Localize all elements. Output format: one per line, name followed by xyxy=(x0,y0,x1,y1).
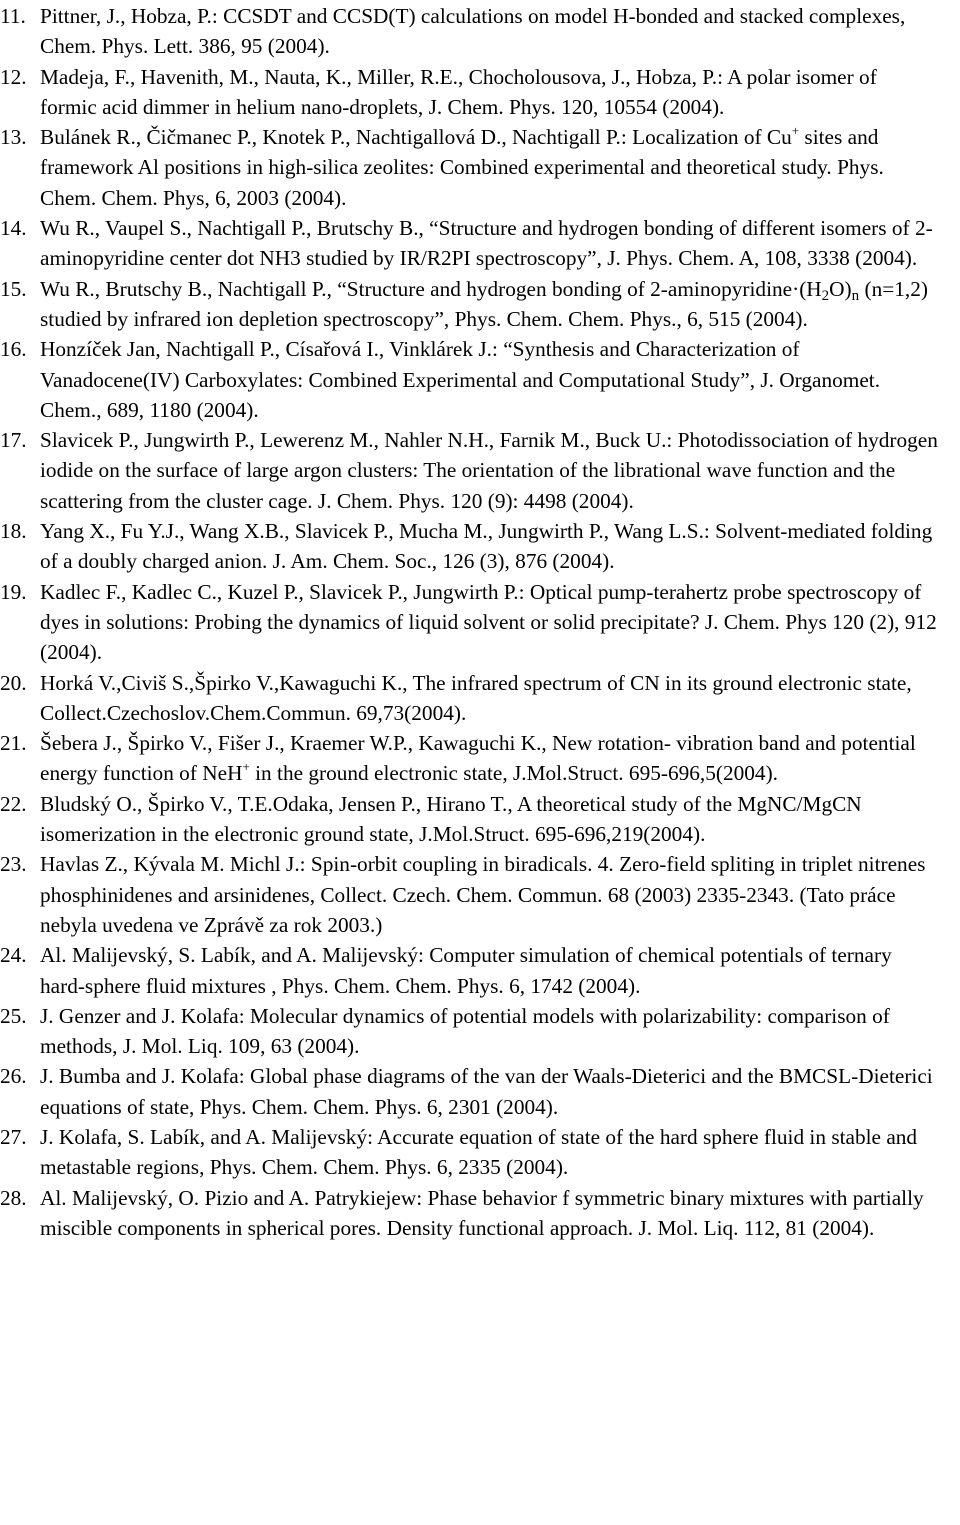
reference-number: 17. xyxy=(0,428,27,453)
reference-text: Al. Malijevský, S. Labík, and A. Malijevský: Computer simulation of chemical potentials of ternary hard-sphere fluid mixtures , Phys. Chem. Chem. Phys. 6, 1742 (2004). xyxy=(40,943,892,998)
reference-number: 20. xyxy=(0,670,27,695)
reference-text-continued: in the ground electronic state, J.Mol.Struct. 695-696,5(2004). xyxy=(249,761,778,786)
reference-number: 16. xyxy=(0,337,27,362)
reference-text: Honzíček Jan, Nachtigall P., Císařová I., Vinklárek J.: “Synthesis and Characterization of Vanadocene(IV) Carboxylates: Combined Experimental and Computational Study”, J. Organomet. Chem., 689, 1180 (2004). xyxy=(40,337,881,422)
reference-number: 23. xyxy=(0,852,27,877)
reference-item-21 xyxy=(0,728,960,789)
reference-item-11 xyxy=(0,1,960,62)
reference-number: 14. xyxy=(0,216,27,241)
reference-text: Slavicek P., Jungwirth P., Lewerenz M., Nahler N.H., Farnik M., Buck U.: Photodissociation of hydrogen iodide on the surface of large argon clusters: The orientation of the librational wave function and the scattering from the cluster cage. J. Chem. Phys. 120 (9): 4498 (2004). xyxy=(40,428,938,513)
reference-item-18 xyxy=(0,516,960,577)
reference-number: 22. xyxy=(0,791,27,816)
reference-item-22 xyxy=(0,789,960,850)
reference-text: Kadlec F., Kadlec C., Kuzel P., Slavicek P., Jungwirth P.: Optical pump-terahertz probe spectroscopy of dyes in solutions: Probing the dynamics of liquid solvent or solid precipitate? J. Chem. Phys 120 (2), 912 (2004). xyxy=(40,579,937,665)
reference-item-12 xyxy=(0,62,960,123)
reference-item-20 xyxy=(0,668,960,729)
reference-item-26 xyxy=(0,1061,960,1122)
reference-text: Wu R., Vaupel S., Nachtigall P., Brutschy B., “Structure and hydrogen bonding of different isomers of 2-aminopyridine center dot NH3 studied by IR/R2PI spectroscopy”, J. Phys. Chem. A, 108, 3338 (2004). xyxy=(40,216,933,271)
reference-text: Pittner, J., Hobza, P.: CCSDT and CCSD(T) calculations on model H-bonded and stacked complexes, Chem. Phys. Lett. 386, 95 (2004). xyxy=(40,4,906,59)
reference-item-15 xyxy=(0,274,960,335)
reference-item-28 xyxy=(0,1183,960,1244)
reference-item-16 xyxy=(0,334,960,425)
reference-item-19 xyxy=(0,577,960,668)
reference-text: Šebera J., Špirko V., Fišer J., Kraemer W.P., Kawaguchi K., New rotation- vibration band and potential energy function of NeH xyxy=(40,731,916,786)
reference-number: 25. xyxy=(0,1003,27,1028)
reference-text: J. Bumba and J. Kolafa: Global phase diagrams of the van der Waals-Dieterici and the BMCSL-Dieterici equations of state, Phys. Chem. Chem. Phys. 6, 2301 (2004). xyxy=(40,1064,933,1119)
reference-number: 11. xyxy=(0,4,26,28)
reference-number: 27. xyxy=(0,1124,27,1149)
reference-number: 18. xyxy=(0,519,27,544)
reference-number: 12. xyxy=(0,64,27,89)
reference-number: 21. xyxy=(0,731,27,756)
reference-item-27 xyxy=(0,1122,960,1183)
reference-number: 13. xyxy=(0,125,27,150)
reference-item-14 xyxy=(0,213,960,274)
superscript-charge: + xyxy=(242,759,250,775)
reference-text: Al. Malijevský, O. Pizio and A. Patrykiejew: Phase behavior f symmetric binary mixtures with partially miscible components in spherical pores. Density functional approach. J. Mol. Liq. 112, 81 (2004). xyxy=(40,1185,924,1240)
reference-text: Bulánek R., Čičmanec P., Knotek P., Nachtigallová D., Nachtigall P.: Localization of Cu xyxy=(40,125,792,150)
reference-text: Havlas Z., Kývala M. Michl J.: Spin-orbit coupling in biradicals. 4. Zero-field spliting in triplet nitrenes phosphinidenes and arsinidenes, Collect. Czech. Chem. Commun. 68 (2003) 2335-2343. (Tato práce nebyla uvedena ve Zprávě za rok 2003.) xyxy=(40,852,926,937)
reference-text-continued: O) xyxy=(829,276,852,301)
reference-text-end: (n=1,2) studied by infrared ion depletion spectroscopy”, Phys. Chem. Chem. Phys., 6, 515 (2004). xyxy=(40,276,928,331)
reference-text: Madeja, F., Havenith, M., Nauta, K., Miller, R.E., Chocholousova, J., Hobza, P.: A polar isomer of formic acid dimmer in helium nano-droplets, J. Chem. Phys. 120, 10554 (2004). xyxy=(40,64,877,119)
reference-text: Horká V.,Civiš S.,Špirko V.,Kawaguchi K., The infrared spectrum of CN in its ground electronic state, Collect.Czechoslov.Chem.Commun. 69,73(2004). xyxy=(40,670,912,725)
reference-text: Yang X., Fu Y.J., Wang X.B., Slavicek P., Mucha M., Jungwirth P., Wang L.S.: Solvent-mediated folding of a doubly charged anion. J. Am. Chem. Soc., 126 (3), 876 (2004). xyxy=(40,519,933,574)
reference-number: 19. xyxy=(0,579,27,604)
reference-number: 26. xyxy=(0,1064,27,1089)
reference-item-23 xyxy=(0,849,960,940)
reference-item-13 xyxy=(0,122,960,213)
reference-text: J. Genzer and J. Kolafa: Molecular dynamics of potential models with polarizability: comparison of methods, J. Mol. Liq. 109, 63 (2004). xyxy=(40,1003,890,1059)
reference-text: Bludský O., Špirko V., T.E.Odaka, Jensen P., Hirano T., A theoretical study of the MgNC/MgCN isomerization in the electronic ground state, J.Mol.Struct. 695-696,219(2004). xyxy=(40,791,862,847)
reference-text: J. Kolafa, S. Labík, and A. Malijevský: Accurate equation of state of the hard sphere fluid in stable and metastable regions, Phys. Chem. Chem. Phys. 6, 2335 (2004). xyxy=(40,1124,918,1180)
subscript-n: n xyxy=(851,287,860,304)
reference-text-continued: sites and framework Al positions in high-silica zeolites: Combined experimental and theoretical study. Phys. Chem. Chem. Phys, 6, 2003 (2004). xyxy=(40,125,884,210)
reference-item-24 xyxy=(0,940,960,1001)
superscript-charge: + xyxy=(791,123,800,139)
reference-number: 15. xyxy=(0,276,27,301)
reference-number: 28. xyxy=(0,1185,27,1210)
reference-number: 24. xyxy=(0,943,27,968)
subscript-count: 2 xyxy=(821,287,830,304)
reference-text: Wu R., Brutschy B., Nachtigall P., “Structure and hydrogen bonding of 2-aminopyridine·(H xyxy=(40,276,822,301)
reference-item-25 xyxy=(0,1001,960,1062)
reference-item-17 xyxy=(0,425,960,516)
